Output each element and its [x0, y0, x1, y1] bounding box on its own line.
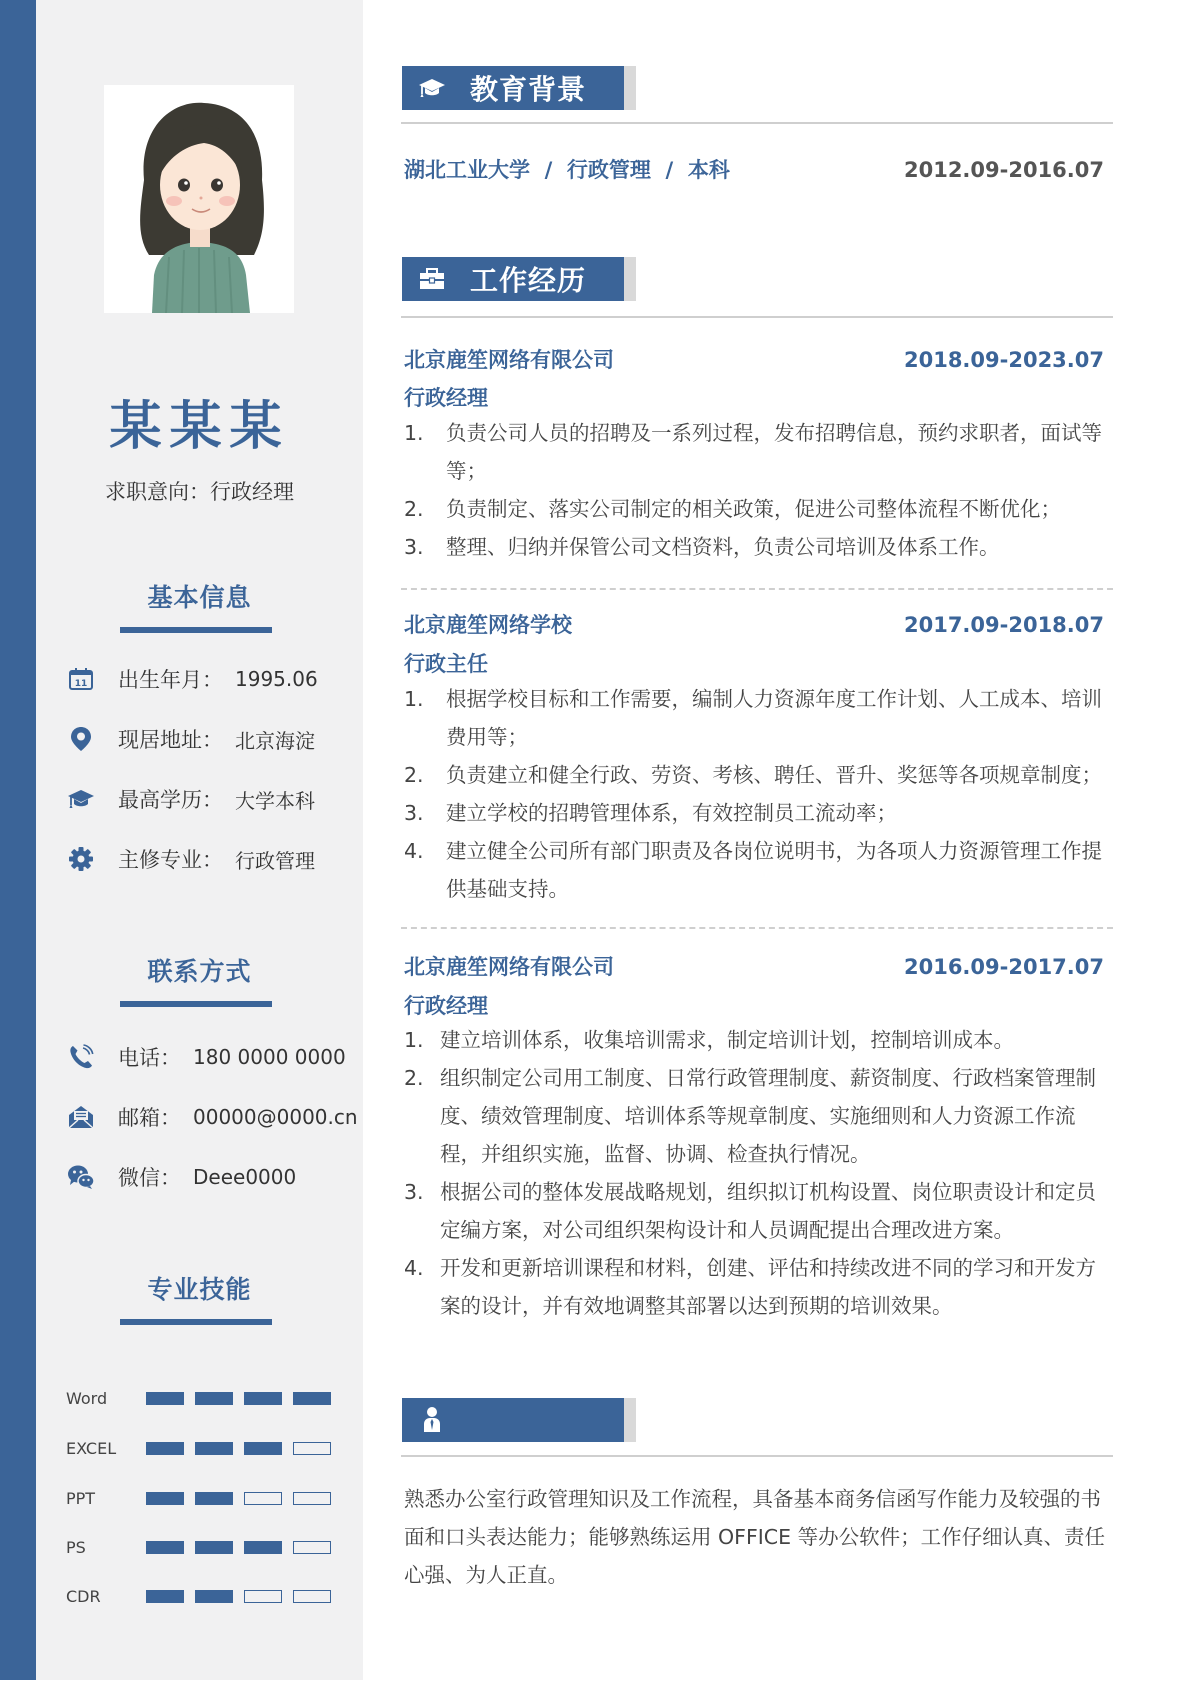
duty-text: 负责公司人员的招聘及一系列过程，发布招聘信息，预约求职者，面试等等； — [446, 421, 1102, 483]
skill-segment-filled — [146, 1442, 184, 1455]
info-label: 出生年月： — [118, 668, 223, 692]
section-divider — [401, 316, 1113, 318]
skill-level-bar — [146, 1590, 342, 1603]
duty-text: 根据学校目标和工作需要，编制人力资源年度工作计划、人工成本、培训费用等； — [446, 687, 1102, 749]
info-label: 现居地址： — [118, 728, 223, 752]
duty-item — [404, 832, 1120, 908]
skill-segment-empty — [293, 1541, 331, 1554]
skill-name: PPT — [66, 1488, 96, 1508]
skill-segment-filled — [146, 1392, 184, 1405]
education-title: 教育背景 — [470, 73, 587, 106]
job-period: 2018.09-2023.07 — [903, 348, 1104, 372]
separator: / — [665, 158, 674, 182]
contact-row-wechat — [66, 1162, 296, 1192]
header-tab-shadow — [624, 257, 636, 301]
skill-level-bar — [146, 1442, 342, 1455]
duty-text: 建立学校的招聘管理体系，有效控制员工流动率； — [446, 801, 897, 825]
duty-item — [404, 490, 1120, 528]
skill-level-bar — [146, 1541, 342, 1554]
job-entry-2-header — [404, 609, 1104, 639]
section-divider — [401, 1455, 1113, 1457]
person-tie-icon — [402, 1406, 462, 1434]
work-title: 工作经历 — [470, 264, 587, 297]
skill-segment-filled — [146, 1590, 184, 1603]
graduation-cap-icon — [66, 784, 96, 814]
company-name: 北京鹿笙网络有限公司 — [404, 955, 614, 979]
skill-name: CDR — [66, 1586, 101, 1606]
briefcase-icon — [402, 268, 462, 290]
company-name: 北京鹿笙网络学校 — [404, 613, 572, 637]
skill-level-bar — [146, 1392, 342, 1405]
job-role: 行政主任 — [404, 652, 488, 676]
header-tab-shadow — [624, 66, 636, 110]
info-value: 00000@0000.cn — [193, 1105, 358, 1129]
job-entry-3-header — [404, 951, 1104, 981]
duty-number: 3. — [404, 535, 424, 559]
duty-item — [404, 794, 1120, 832]
skill-segment-filled — [146, 1541, 184, 1554]
job-1-duties — [404, 414, 1120, 566]
job-role: 行政经理 — [404, 386, 488, 410]
basic-info-underline — [120, 627, 272, 633]
major-name: 行政管理 — [566, 158, 651, 182]
job-2-duties — [404, 680, 1120, 908]
duty-number: 4. — [404, 839, 424, 863]
skill-name: PS — [66, 1537, 86, 1557]
duty-text: 负责制定、落实公司制定的相关政策，促进公司整体流程不断优化； — [446, 497, 1061, 521]
duty-item — [404, 1173, 1110, 1249]
skill-level-bar — [146, 1492, 342, 1505]
duty-item — [404, 1249, 1110, 1325]
svg-text:11: 11 — [74, 679, 88, 689]
skill-row-ps — [66, 1537, 342, 1557]
contact-row-email — [66, 1102, 358, 1132]
skill-segment-filled — [195, 1392, 233, 1405]
duty-number: 1. — [404, 421, 424, 445]
duty-number: 2. — [404, 497, 424, 521]
self-evaluation-section-header — [402, 1398, 636, 1442]
skill-segment-filled — [195, 1492, 233, 1505]
duty-item — [404, 1059, 1110, 1173]
skill-segment-filled — [195, 1442, 233, 1455]
separator: / — [544, 158, 553, 182]
skills-underline — [120, 1319, 272, 1325]
skill-segment-empty — [244, 1590, 282, 1603]
skill-row-ppt — [66, 1488, 342, 1508]
candidate-name: 某某某 — [109, 397, 290, 457]
duty-item — [404, 1021, 1110, 1059]
skill-segment-filled — [195, 1541, 233, 1554]
info-label: 最高学历： — [118, 788, 223, 812]
info-value: 180 0000 0000 — [193, 1045, 346, 1069]
section-divider — [401, 122, 1113, 124]
skill-segment-empty — [293, 1442, 331, 1455]
duty-text: 开发和更新培训课程和材料，创建、评估和持续改进不同的学习和开发方案的设计，并有效地调整其部署以达到预期的培训效果。 — [440, 1256, 1096, 1318]
skill-segment-empty — [244, 1492, 282, 1505]
skill-row-cdr — [66, 1586, 342, 1606]
duty-number: 3. — [404, 1180, 424, 1204]
info-value: 大学本科 — [235, 788, 315, 813]
skill-name: EXCEL — [66, 1438, 117, 1458]
education-school-line — [404, 154, 730, 184]
basic-info-title: 基本信息 — [147, 583, 252, 612]
job-intent-label: 求职意向： — [105, 480, 210, 504]
skill-name: Word — [66, 1388, 108, 1408]
skill-segment-filled — [244, 1392, 282, 1405]
job-3-duties — [404, 1021, 1110, 1325]
education-period: 2012.09-2016.07 — [903, 158, 1104, 182]
info-row-major — [66, 844, 315, 874]
education-entry — [404, 154, 1104, 184]
job-separator — [401, 927, 1113, 929]
duty-number: 1. — [404, 1028, 424, 1052]
job-period: 2016.09-2017.07 — [903, 955, 1104, 979]
skill-segment-filled — [195, 1590, 233, 1603]
info-label: 邮箱： — [118, 1106, 181, 1130]
info-value: 1995.06 — [235, 667, 318, 691]
skill-row-excel — [66, 1438, 342, 1458]
info-label: 主修专业： — [118, 848, 223, 872]
job-intent-value: 行政经理 — [210, 480, 294, 504]
duty-number: 2. — [404, 1066, 424, 1090]
info-row-address — [66, 724, 315, 754]
info-value: 北京海淀 — [235, 728, 315, 753]
degree-name: 本科 — [687, 158, 730, 182]
duty-item — [404, 680, 1120, 756]
contact-title: 联系方式 — [147, 957, 252, 986]
duty-text: 建立健全公司所有部门职责及各岗位说明书，为各项人力资源管理工作提供基础支持。 — [446, 839, 1102, 901]
skill-segment-filled — [244, 1541, 282, 1554]
duty-text: 建立培训体系，收集培训需求，制定培训计划，控制培训成本。 — [440, 1028, 1014, 1052]
info-row-education — [66, 784, 315, 814]
duty-number: 1. — [404, 687, 424, 711]
school-name: 湖北工业大学 — [404, 158, 530, 182]
duty-number: 2. — [404, 763, 424, 787]
phone-icon — [66, 1042, 96, 1072]
skill-row-word — [66, 1388, 342, 1408]
job-entry-1-header — [404, 344, 1104, 374]
gear-icon — [66, 844, 96, 874]
skill-segment-empty — [293, 1590, 331, 1603]
duty-text: 根据公司的整体发展战略规划，组织拟订机构设置、岗位职责设计和定员定编方案，对公司组织架构设计和人员调配提出合理改进方案。 — [440, 1180, 1096, 1242]
duty-number: 3. — [404, 801, 424, 825]
duty-text: 组织制定公司用工制度、日常行政管理制度、薪资制度、行政档案管理制度、绩效管理制度、培训体系等规章制度、实施细则和人力资源工作流程，并组织实施，监督、协调、检查执行情况。 — [440, 1066, 1096, 1166]
duty-text: 整理、归纳并保管公司文档资料，负责公司培训及体系工作。 — [446, 535, 1000, 559]
contact-row-phone — [66, 1042, 346, 1072]
location-pin-icon — [66, 724, 96, 754]
envelope-icon — [66, 1102, 96, 1132]
job-role: 行政经理 — [404, 994, 488, 1018]
work-section-header — [402, 257, 636, 301]
calendar-icon — [66, 664, 96, 694]
skill-segment-filled — [244, 1442, 282, 1455]
info-value: Deee0000 — [193, 1165, 297, 1189]
education-section-header — [402, 66, 636, 110]
avatar-photo — [104, 85, 294, 313]
skill-segment-empty — [293, 1492, 331, 1505]
duty-text: 负责建立和健全行政、劳资、考核、聘任、晋升、奖惩等各项规章制度； — [446, 763, 1102, 787]
job-separator — [401, 588, 1113, 590]
info-label: 电话： — [118, 1046, 181, 1070]
duty-number: 4. — [404, 1256, 424, 1280]
skills-title: 专业技能 — [147, 1275, 252, 1304]
duty-item — [404, 414, 1120, 490]
company-name: 北京鹿笙网络有限公司 — [404, 348, 614, 372]
info-value: 行政管理 — [235, 848, 315, 873]
skill-segment-filled — [146, 1492, 184, 1505]
contact-underline — [120, 1001, 272, 1007]
job-period: 2017.09-2018.07 — [903, 613, 1104, 637]
info-label: 微信： — [118, 1166, 181, 1190]
left-accent-stripe — [0, 0, 36, 1680]
graduation-cap-icon — [402, 77, 462, 99]
self-evaluation-text: 熟悉办公室行政管理知识及工作流程，具备基本商务信函写作能力及较强的书面和口头表达能力；能够熟练运用 OFFICE 等办公软件；工作仔细认真、责任心强、为人正直。 — [404, 1487, 1106, 1587]
duty-item — [404, 756, 1120, 794]
header-tab-shadow — [624, 1398, 636, 1442]
cartoon-avatar-illustration — [104, 85, 294, 313]
skill-segment-filled — [293, 1392, 331, 1405]
duty-item — [404, 528, 1120, 566]
job-intent — [36, 476, 363, 506]
wechat-icon — [66, 1162, 96, 1192]
info-row-birth — [66, 664, 318, 694]
